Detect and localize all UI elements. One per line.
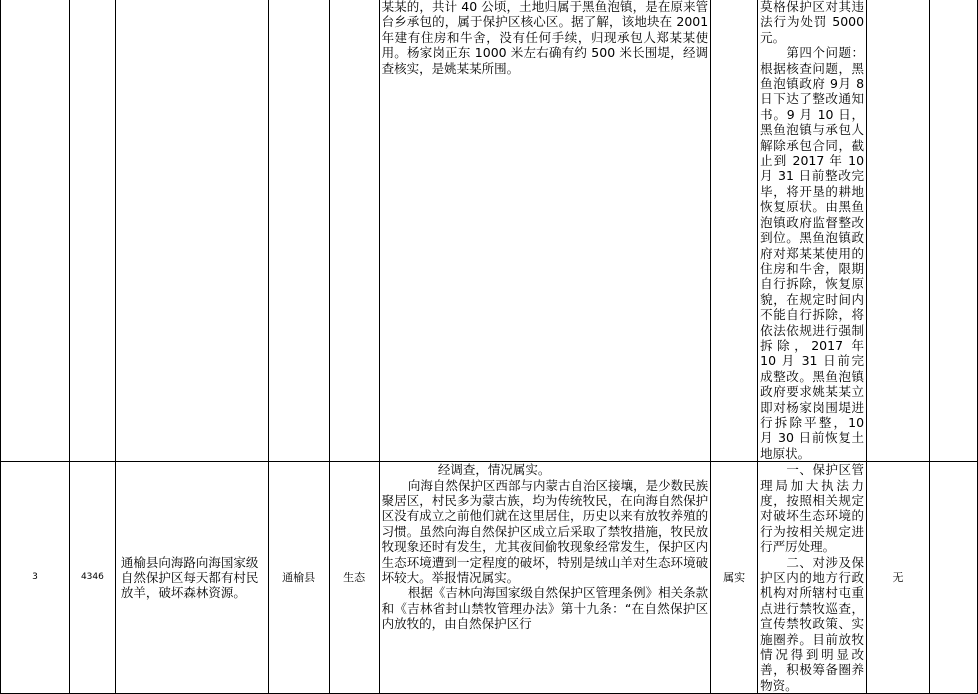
table-row xyxy=(1,0,978,462)
finding-paragraph: 经调查，情况属实。 xyxy=(437,462,551,478)
finding-paragraph: 根据《吉林向海国家级自然保护区管理条例》相关条款和《吉林省封山禁牧管理办法》第十九条：“在自然保护区内放牧的，由自然保护区行 xyxy=(381,585,709,632)
accountability: 无 xyxy=(867,462,930,694)
table-row xyxy=(1,462,978,694)
row-number: 3 xyxy=(1,462,70,694)
complaint-id: 4346 xyxy=(69,462,115,694)
handling-rectification xyxy=(758,0,867,462)
complaint-problem xyxy=(115,0,268,462)
complaint-id xyxy=(69,0,115,462)
handling-paragraph: 一、保护区管理局加大执法力度，按照相关规定对破坏生态环境的行为按相关规定进行严厉处理。 xyxy=(760,462,865,555)
verdict: 属实 xyxy=(711,462,758,694)
administrative-region: 通榆县 xyxy=(268,462,329,694)
complaint-problem: 通榆县向海路向海国家级自然保护区每天都有村民放羊，破坏森林资源。 xyxy=(115,462,268,694)
investigation-finding xyxy=(379,462,711,694)
spare-column xyxy=(929,0,977,462)
handling-paragraph: 第四个问题：根据核查问题，黑鱼泡镇政府 9月 8 日下达了整改通知书。9 月 10 日，黑鱼泡镇与承包人解除承包合同，截止到 2017 年 10 月 31 日前整改完毕，将开垦的耕地恢复原状。由黑鱼泡镇政府监督整改到位。黑鱼泡镇政府对郑某某使用的住房和牛舍，限期自行拆除，恢复原貌，在规定时间内不能自行拆除，将依法依规进行强制拆除，2017 年 10 月 31 日前完成整改。黑鱼泡镇政府要求姚某某立即对杨家岗围堤进行拆除平整，10 月 30 日前恢复土地原状。 xyxy=(760,45,865,461)
spare-column xyxy=(929,462,977,694)
pollution-category: 生态 xyxy=(329,462,379,694)
handling-rectification xyxy=(758,462,867,694)
administrative-region xyxy=(268,0,329,462)
row-number xyxy=(1,0,70,462)
handling-paragraph: 莫格保护区对其违法行为处罚 5000 元。 xyxy=(760,0,865,45)
investigation-finding xyxy=(379,0,711,462)
accountability xyxy=(867,0,930,462)
pollution-category xyxy=(329,0,379,462)
handling-paragraph: 二、对涉及保护区内的地方行政机构对所辖村屯重点进行禁牧巡查，宣传禁牧政策、实施圈养。目前放牧情况得到明显改善，积极筹备圈养物资。 xyxy=(760,554,865,693)
verdict xyxy=(711,0,758,462)
finding-paragraph: 某某的，共计 40 公顷，土地归属于黑鱼泡镇，是在原来管台乡承包的，属于保护区核心区。据了解，该地块在 2001 年建有住房和牛舍，没有任何手续，归现承包人郑某某使用。杨家岗正东 1000 米左右确有约 500 米长围堤，经调查核实，是姚某某所围。 xyxy=(381,0,709,76)
finding-paragraph: 向海自然保护区西部与内蒙古自治区接壤，是少数民族聚居区，村民多为蒙古族，均为传统牧民，在向海自然保护区没有成立之前他们就在这里居住，历史以来有放牧养殖的习惯。虽然向海自然保护区成立后采取了禁牧措施，牧民放牧现象还时有发生，尤其夜间偷牧现象经常发生，保护区内生态环境遭到一定程度的破坏，特别是绒山羊对生态环境破坏较大。举报情况属实。 xyxy=(381,477,709,586)
